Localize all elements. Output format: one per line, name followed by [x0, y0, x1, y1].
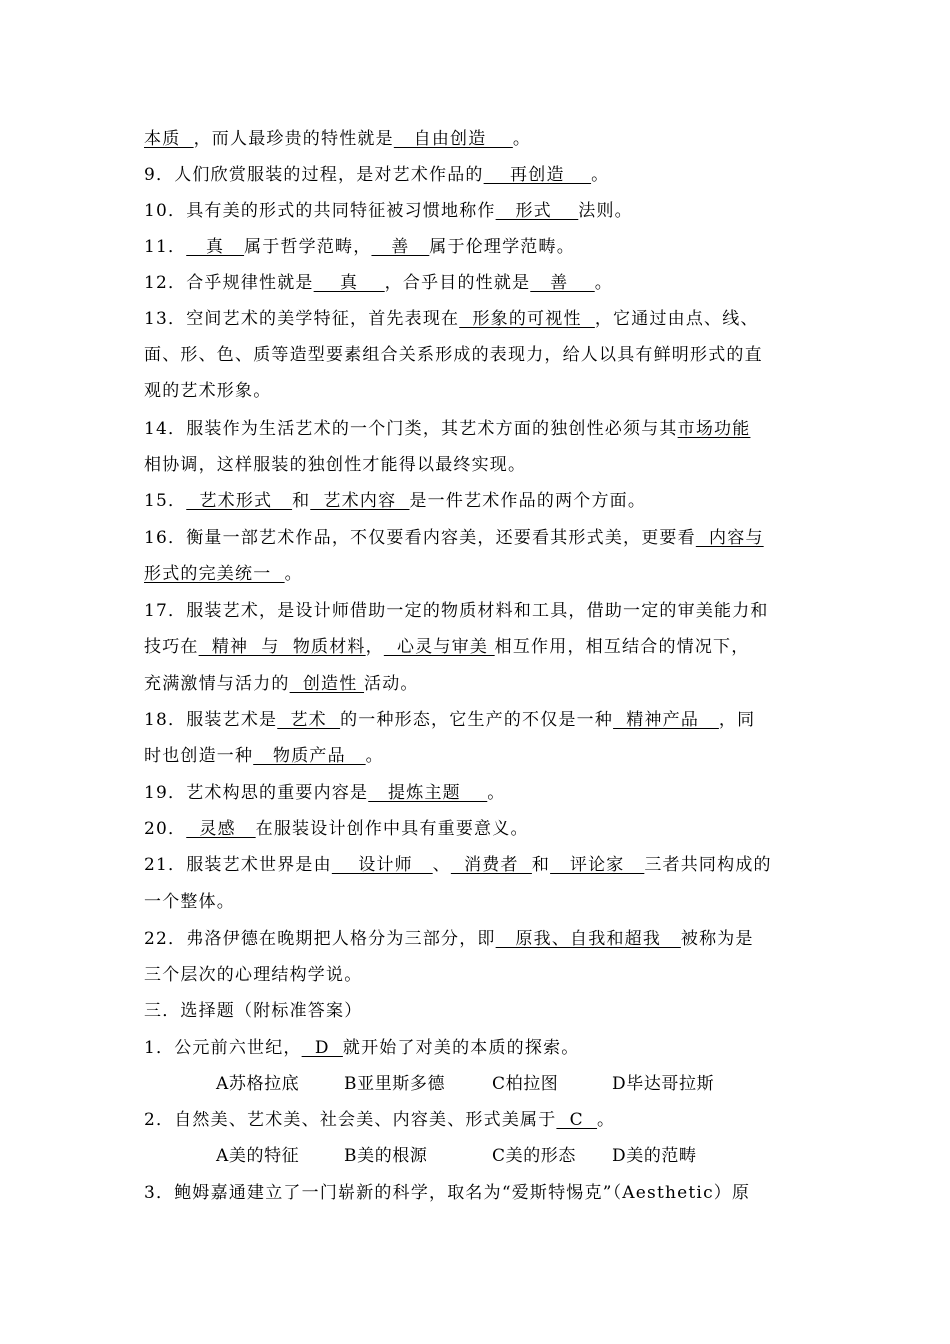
answer-blank: 内容与 — [695, 528, 764, 548]
text-line — [144, 600, 769, 622]
text-segment: ，合乎目的性就是 — [384, 273, 531, 293]
text-line — [144, 1037, 579, 1059]
text-segment: 充满激情与活力的 — [144, 674, 290, 694]
text-line — [144, 380, 271, 402]
text-segment: 15． — [144, 491, 187, 511]
choice-option: C柏拉图 — [492, 1074, 559, 1094]
answer-blank: 真 — [186, 237, 245, 257]
text-segment: 观的艺术形象。 — [144, 381, 272, 401]
text-line — [144, 200, 633, 222]
text-segment: 三．选择题（附标准答案） — [144, 1001, 363, 1021]
text-segment: 21．服装艺术世界是由 — [144, 855, 332, 875]
answer-blank: 物质产品 — [253, 746, 366, 766]
answer-blank: 真 — [313, 273, 385, 293]
choice-option: B亚里斯多德 — [344, 1074, 446, 1094]
text-segment: 1．公元前六世纪， — [144, 1038, 302, 1058]
text-segment: 。 — [591, 165, 610, 185]
answer-blank: 艺术形式 — [186, 491, 293, 511]
text-line — [144, 636, 749, 658]
answer-blank: 善 — [371, 237, 430, 257]
text-segment: 、 — [432, 855, 451, 875]
text-segment: ，而人最珍贵的特性就是 — [193, 129, 394, 149]
text-segment: 面、形、色、质等造型要素组合关系形成的表现力，给人以具有鲜明形式的直 — [144, 345, 763, 365]
answer-blank: 艺术 — [277, 710, 341, 730]
answer-blank: C — [556, 1110, 598, 1130]
text-segment: 19．艺术构思的重要内容是 — [144, 783, 369, 803]
text-line — [144, 1000, 362, 1022]
answer-blank: 消费者 — [450, 855, 532, 875]
text-segment: 和 — [292, 491, 311, 511]
text-segment: ，同 — [718, 710, 756, 730]
answer-blank: D — [301, 1038, 343, 1058]
answer-blank: 原我、自我和超我 — [495, 929, 681, 949]
text-line — [144, 344, 763, 366]
text-line — [144, 673, 419, 695]
text-line — [144, 308, 759, 330]
text-segment: 相互作用，相互结合的情况下， — [494, 637, 750, 657]
text-segment: 技巧在 — [144, 637, 199, 657]
text-segment: 10．具有美的形式的共同特征被习惯地称作 — [144, 201, 496, 221]
answer-blank: 灵感 — [186, 819, 256, 839]
text-segment: 一个整体。 — [144, 892, 235, 912]
text-segment: 就开始了对美的本质的探索。 — [342, 1038, 580, 1058]
text-line — [144, 928, 754, 950]
text-line — [144, 164, 609, 186]
text-line — [144, 818, 529, 840]
answer-blank: 形象的可视性 — [459, 309, 595, 329]
text-segment: 。 — [597, 1110, 616, 1130]
answer-blank: 再创造 — [483, 165, 592, 185]
choice-option: D美的范畴 — [612, 1146, 697, 1166]
text-segment: 。 — [594, 273, 613, 293]
text-line — [144, 782, 505, 804]
answer-blank: 精神产品 — [613, 710, 719, 730]
choice-option: D毕达哥拉斯 — [612, 1074, 715, 1094]
answer-blank: 善 — [530, 273, 595, 293]
text-line — [144, 745, 384, 767]
answer-blank: 设计师 — [331, 855, 433, 875]
text-line — [144, 418, 750, 440]
text-segment: 属于哲学范畴， — [244, 237, 372, 257]
choice-option: C美的形态 — [492, 1146, 577, 1166]
text-segment: 16．衡量一部艺术作品，不仅要看内容美，还要看其形式美，更要看 — [144, 528, 696, 548]
answer-blank: 艺术内容 — [310, 491, 410, 511]
text-line — [144, 964, 362, 986]
text-line — [144, 1182, 750, 1204]
text-segment: 。 — [487, 783, 506, 803]
text-line — [144, 272, 613, 294]
text-line — [144, 527, 764, 549]
text-segment: 和 — [531, 855, 551, 875]
text-segment: 。 — [284, 564, 303, 584]
text-segment: 9．人们欣赏服装的过程，是对艺术作品的 — [144, 165, 484, 185]
choice-option: A美的特征 — [216, 1146, 300, 1166]
answer-blank: 提炼主题 — [368, 783, 488, 803]
choice-option: A苏格拉底 — [216, 1074, 300, 1094]
text-segment: 时也创造一种 — [144, 746, 254, 766]
text-segment: 11． — [144, 237, 187, 257]
text-segment: 。 — [512, 129, 532, 149]
text-line — [144, 709, 755, 731]
text-segment: 18．服装艺术是 — [144, 710, 278, 730]
answer-blank: 精神 与 物质材料 — [198, 637, 366, 657]
answer-blank: 市场功能 — [677, 419, 751, 439]
choice-option: B美的根源 — [344, 1146, 428, 1166]
text-segment: 相协调，这样服装的独创性才能得以最终实现。 — [144, 455, 527, 475]
answer-blank: 创造性 — [289, 674, 365, 694]
text-line — [144, 854, 772, 876]
answer-blank: 评论家 — [550, 855, 645, 875]
answer-blank: 形式 — [495, 201, 579, 221]
text-segment: 法则。 — [578, 201, 633, 221]
text-segment: 12．合乎规律性就是 — [144, 273, 314, 293]
text-segment: 22．弗洛伊德在晚期把人格分为三部分，即 — [144, 929, 496, 949]
text-line — [144, 236, 575, 258]
text-line — [144, 891, 235, 913]
text-segment: 活动。 — [364, 674, 419, 694]
text-segment: ，它通过由点、线、 — [594, 309, 759, 329]
text-segment: 13．空间艺术的美学特征，首先表现在 — [144, 309, 460, 329]
text-segment: 三个层次的心理结构学说。 — [144, 965, 363, 985]
text-segment: 在服装设计创作中具有重要意义。 — [255, 819, 529, 839]
text-line — [144, 563, 303, 585]
text-segment: 的一种形态，它生产的不仅是一种 — [340, 710, 614, 730]
answer-blank: 心灵与审美 — [383, 637, 495, 657]
text-segment: 2．自然美、艺术美、社会美、内容美、形式美属于 — [144, 1110, 557, 1130]
text-segment: 3．鲍姆嘉通建立了一门崭新的科学，取名为“爱斯特惕克”（Aesthetic）原 — [144, 1183, 751, 1203]
text-segment: 20． — [144, 819, 187, 839]
text-line — [144, 128, 531, 150]
text-segment: 被称为是 — [680, 929, 754, 949]
answer-blank: 形式的完美统一 — [144, 564, 285, 584]
text-segment: 是一件艺术作品的两个方面。 — [409, 491, 647, 511]
answer-blank: 本质 — [144, 129, 194, 149]
text-line — [144, 1109, 615, 1131]
answer-blank: 自由创造 — [393, 129, 513, 149]
text-segment: 14．服装作为生活艺术的一个门类，其艺术方面的独创性必须与其 — [144, 419, 678, 439]
text-segment: 。 — [365, 746, 384, 766]
text-segment: 三者共同构成的 — [644, 855, 772, 875]
text-line — [144, 490, 646, 512]
text-line — [144, 454, 526, 476]
text-segment: 17．服装艺术，是设计师借助一定的物质材料和工具，借助一定的审美能力和 — [144, 601, 769, 621]
text-segment: ， — [365, 637, 384, 657]
text-segment: 属于伦理学范畴。 — [429, 237, 575, 257]
